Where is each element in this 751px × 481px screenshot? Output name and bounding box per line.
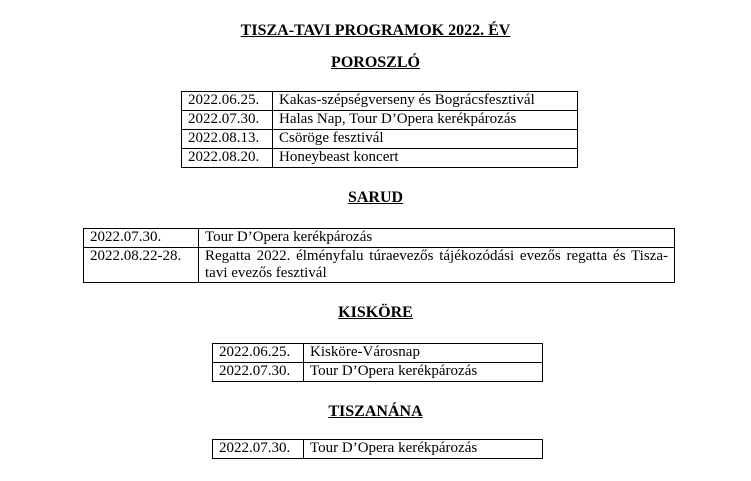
event-description: Csöröge fesztivál: [273, 130, 578, 149]
events-table-poroszlo: [181, 91, 578, 168]
event-date: 2022.07.30.: [84, 229, 199, 248]
events-table-tiszanana: [212, 439, 543, 459]
event-description: Kisköre-Városnap: [304, 344, 543, 363]
event-description: Kakas-szépségverseny és Bográcsfesztivál: [273, 92, 578, 111]
event-date: 2022.08.22-28.: [84, 248, 199, 283]
table-row: [213, 440, 543, 459]
table-row: [84, 248, 675, 283]
document-title: TISZA-TAVI PROGRAMOK 2022. ÉV: [240, 22, 511, 39]
event-date: 2022.08.13.: [182, 130, 273, 149]
event-date: 2022.07.30.: [182, 111, 273, 130]
table-row: [213, 363, 543, 382]
event-date: 2022.06.25.: [213, 344, 304, 363]
event-date: 2022.07.30.: [213, 363, 304, 382]
event-date: 2022.08.20.: [182, 149, 273, 168]
events-table-sarud: [83, 228, 675, 283]
event-description: Tour D’Opera kerékpározás: [304, 440, 543, 459]
table-row: [182, 130, 578, 149]
table-row: [182, 111, 578, 130]
table-row: [213, 344, 543, 363]
event-description: Tour D’Opera kerékpározás: [199, 229, 675, 248]
events-table-kiskore: [212, 343, 543, 382]
section-heading-tiszanana: TISZANÁNA: [328, 403, 423, 420]
event-description: Regatta 2022. élményfalu túraevezős tájékozódási evezős regatta és Tisza-tavi evezős fesztivál: [199, 248, 675, 283]
table-row: [182, 92, 578, 111]
event-date: 2022.07.30.: [213, 440, 304, 459]
event-description: Honeybeast koncert: [273, 149, 578, 168]
section-heading-kiskore: KISKÖRE: [338, 304, 413, 321]
event-description: Halas Nap, Tour D’Opera kerékpározás: [273, 111, 578, 130]
section-heading-sarud: SARUD: [347, 189, 404, 206]
event-description: Tour D’Opera kerékpározás: [304, 363, 543, 382]
section-heading-poroszlo: POROSZLÓ: [331, 54, 420, 71]
table-row: [182, 149, 578, 168]
table-row: [84, 229, 675, 248]
event-date: 2022.06.25.: [182, 92, 273, 111]
